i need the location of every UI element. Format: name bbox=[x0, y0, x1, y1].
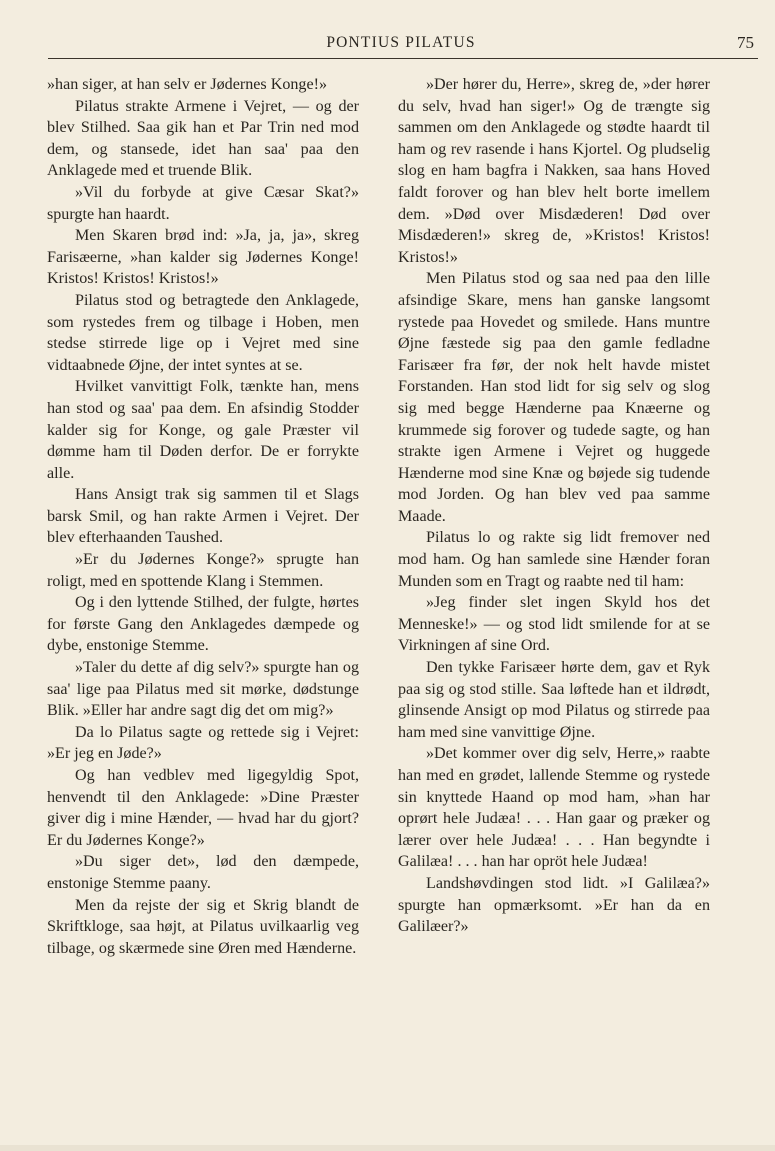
paragraph: »Vil du forbyde at give Cæsar Skat?» spurgte han haardt. bbox=[47, 183, 359, 223]
right-column bbox=[398, 74, 710, 938]
paragraph: Hvilket vanvittigt Folk, tænkte han, mens han stod og saa' paa dem. En afsindig Stodder kalder sig for Konge, og gale Præster vil dømme ham til Døden derfor. De er forrykte alle. bbox=[47, 378, 359, 482]
paragraph: Og han vedblev med ligegyldig Spot, henvendt til den Anklagede: »Dine Præster giver dig i mine Hænder, — hvad har du gjort? Er du Jødernes Konge?» bbox=[47, 767, 359, 849]
paragraph: »Taler du dette af dig selv?» spurgte han og saa' lige paa Pilatus med sit mørke, dødstunge Blik. »Eller har andre sagt dig det om mig?» bbox=[47, 659, 359, 720]
running-title: PONTIUS PILATUS bbox=[326, 34, 476, 51]
paragraph: Pilatus lo og rakte sig lidt fremover ned mod ham. Og han samlede sine Hænder foran Munden som en Tragt og raabte ned til ham: bbox=[398, 529, 710, 590]
paragraph: »Du siger det», lød den dæmpede, enstonige Stemme paany. bbox=[47, 853, 359, 892]
paragraph: Men Pilatus stod og saa ned paa den lille afsindige Skare, mens han ganske langsomt rystede paa Hovedet og smilede. Hans muntre Øjne fæstede sig paa den gamle fedladne Farisæer fra før, der nok helt havde mistet Forstanden. Han stod lidt for sig selv og slog sig med begge Hænderne paa Knæerne og krummede sig forover og tudede sagte, og han strakte igen Armene i Vejret og huggede Hænderne mod sine Knæ og bøjede sig tudende mod Jorden. Og han blev ved paa samme Maade. bbox=[398, 270, 710, 525]
paragraph: Men da rejste der sig et Skrig blandt de Skriftkloge, saa højt, at Pilatus uvilkaarlig veg tilbage, og skærmede sine Øren med Hænderne. bbox=[47, 896, 359, 957]
paragraph: Da lo Pilatus sagte og rettede sig i Vejret: »Er jeg en Jøde?» bbox=[47, 723, 359, 763]
page-bottom-edge bbox=[0, 1145, 775, 1151]
paragraph: »Er du Jødernes Konge?» sprugte han roligt, med en spottende Klang i Stemmen. bbox=[47, 551, 359, 590]
paragraph: Pilatus stod og betragtede den Anklagede, som rystedes frem og tilbage i Hoben, men stedse stirrede lige op i Vejret med sine vidtaabnede Øjne, der intet syntes at se. bbox=[47, 291, 359, 374]
header-rule bbox=[48, 58, 758, 59]
running-head bbox=[48, 30, 754, 56]
paragraph: »Det kommer over dig selv, Herre,» raabte han med en grødet, lallende Stemme og rystede sin knyttede Haand op mod ham, »han har oprørt hele Judæa! . . . Han gaar og præker og lærer over hele Judæa! . . . Han begyndte i Galilæa! . . . han har opröt hele Judæa! bbox=[398, 745, 710, 871]
paragraph: Landshøvdingen stod lidt. »I Galilæa?» spurgte han opmærksomt. »Er han da en Galilæer?» bbox=[398, 874, 710, 936]
left-column bbox=[47, 74, 359, 959]
paragraph: Men Skaren brød ind: »Ja, ja, ja», skreg Farisæerne, »han kalder sig Jødernes Konge! Kristos! Kristos! Kristos!» bbox=[47, 227, 359, 288]
paragraph: Og i den lyttende Stilhed, der fulgte, hørtes for første Gang den Anklagedes dæmpede og dybe, enstonige Stemme. bbox=[47, 594, 359, 655]
paragraph: »Der hører du, Herre», skreg de, »der hører du selv, hvad han siger!» Og de trængte sig sammen om den Anklagede og stødte haardt til ham og rev rasende i hans Kjortel. Og pludselig slog en ham bagfra i Nakken, saa hans Hoved faldt forover og han blev helt borte imellem dem. »Død over Misdæderen! Død over Misdæderen!» skreg de, »Kristos! Kristos! Kristos!» bbox=[398, 76, 710, 266]
page-number: 75 bbox=[737, 33, 754, 52]
paragraph: Den tykke Farisæer hørte dem, gav et Ryk paa sig og stod stille. Saa løftede han et ildrødt, glinsende Ansigt op mod Pilatus og stirrede paa ham med sine vanvittige Øjne. bbox=[398, 659, 710, 741]
paragraph: Pilatus strakte Armene i Vejret, — og der blev Stilhed. Saa gik han et Par Trin ned mod dem, og stansede, idet han saa' paa den Anklagede med et truende Blik. bbox=[47, 97, 359, 180]
paragraph: »Jeg finder slet ingen Skyld hos det Menneske!» — og stod lidt smilende for at se Virkningen af sine Ord. bbox=[398, 594, 710, 655]
paragraph: Hans Ansigt trak sig sammen til et Slags barsk Smil, og han rakte Armen i Vejret. Der blev efterhaanden Taushed. bbox=[47, 486, 359, 547]
paragraph: »han siger, at han selv er Jødernes Konge!» bbox=[47, 76, 328, 93]
